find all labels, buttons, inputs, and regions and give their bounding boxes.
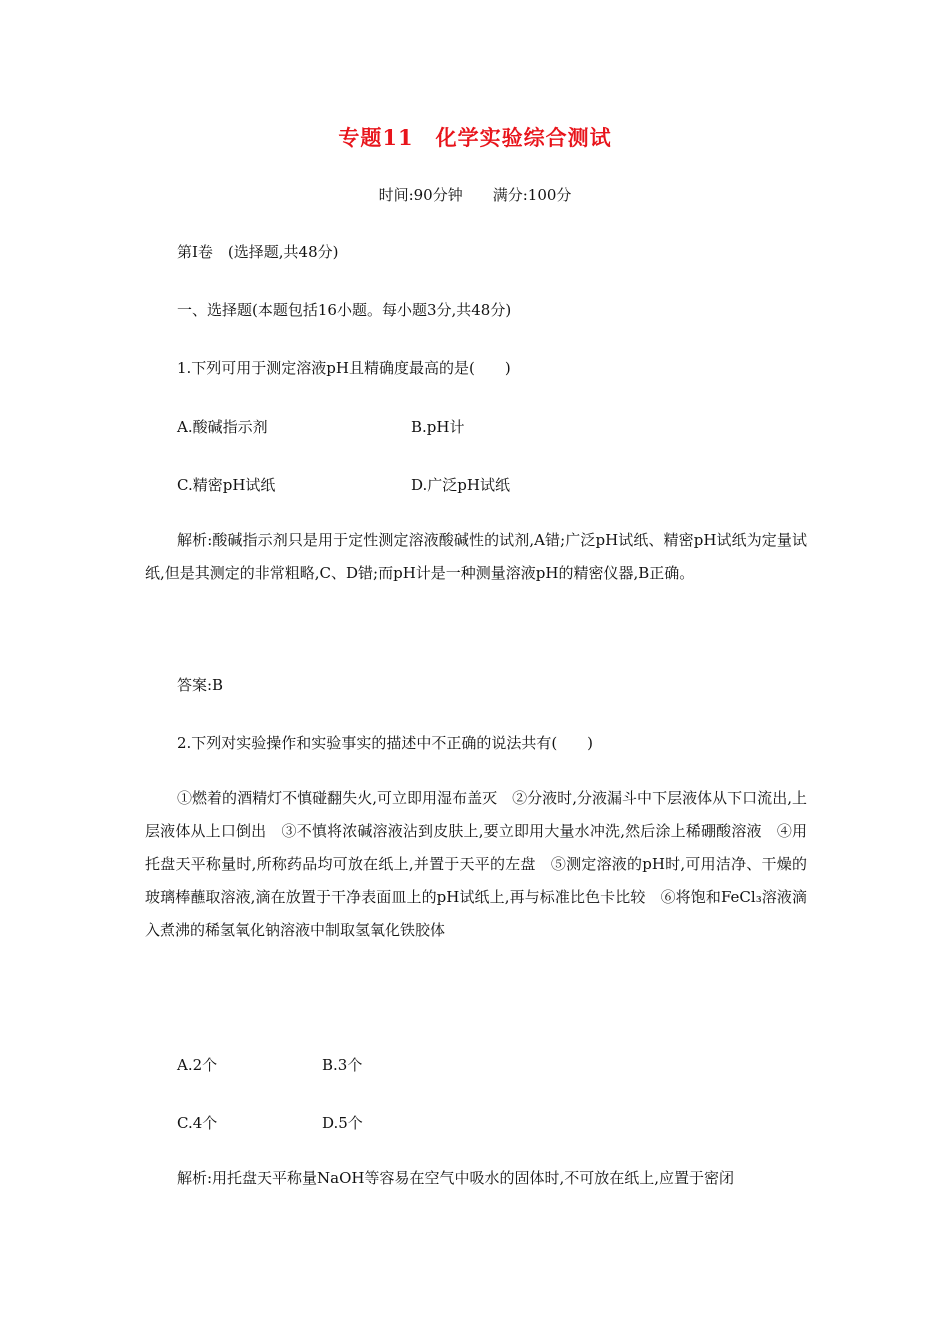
question-2-option-a: A.2个 [177, 1056, 218, 1074]
question-2-stem: 2.下列对实验操作和实验事实的描述中不正确的说法共有( ) [177, 734, 594, 752]
question-2-option-b: B.3个 [322, 1056, 363, 1074]
time-label: 时间:90分钟 [378, 186, 463, 204]
question-2-option-c: C.4个 [177, 1114, 218, 1132]
score-label: 满分:100分 [492, 186, 572, 204]
question-2-option-d: D.5个 [322, 1114, 363, 1132]
exam-info [0, 184, 950, 205]
question-1-answer: 答案:B [177, 676, 224, 694]
question-1-option-a: A.酸碱指示剂 [177, 418, 268, 436]
question-2-analysis: 解析:用托盘天平称量NaOH等容易在空气中吸水的固体时,不可放在纸上,应置于密闭 [177, 1169, 735, 1187]
question-1-analysis: 解析:酸碱指示剂只是用于定性测定溶液酸碱性的试剂,A错;广泛pH试纸、精密pH试纸为定量试纸,但是其测定的非常粗略,C、D错;而pH计是一种测量溶液pH的精密仪器,B正确。 [145, 531, 807, 582]
question-1-stem: 1.下列可用于测定溶液pH且精确度最高的是( ) [177, 359, 511, 377]
part-heading: 一、选择题(本题包括16小题。每小题3分,共48分) [177, 301, 512, 319]
section-heading: 第Ⅰ卷 (选择题,共48分) [177, 243, 339, 261]
question-1-option-c: C.精密pH试纸 [177, 476, 276, 494]
question-2-body: ①燃着的酒精灯不慎碰翻失火,可立即用湿布盖灭 ②分液时,分液漏斗中下层液体从下口流出,上层液体从上口倒出 ③不慎将浓碱溶液沾到皮肤上,要立即用大量水冲洗,然后涂上稀硼酸溶液 ④用托盘天平称量时,所称药品均可放在纸上,并置于天平的左盘 ⑤测定溶液的pH时,可用洁净、干燥的玻璃棒蘸取溶液,滴在放置于干净表面皿上的pH试纸上,再与标准比色卡比较 ⑥将饱和FeCl₃溶液滴入煮沸的稀氢氧化钠溶液中制取氢氧化铁胶体 [145, 789, 807, 939]
question-1-option-d: D.广泛pH试纸 [411, 476, 510, 494]
page-title: 专题11 化学实验综合测试 [338, 125, 612, 150]
question-1-option-b: B.pH计 [411, 418, 465, 436]
